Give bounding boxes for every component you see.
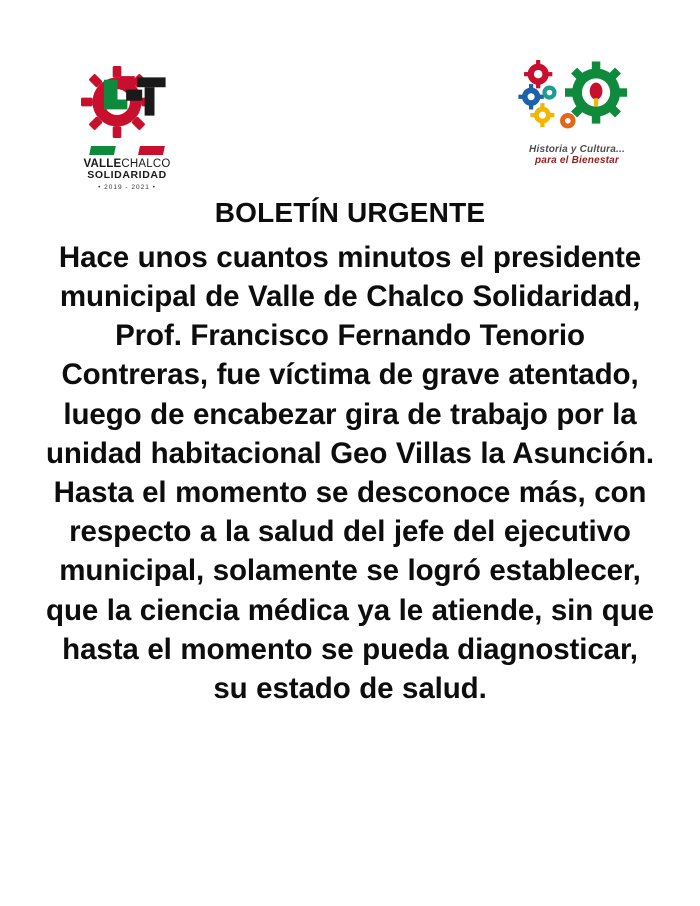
logo-row: [0, 58, 700, 198]
valle-chalco-years: • 2019 - 2021 •: [98, 183, 156, 191]
mexico-flag-bar-icon: [89, 146, 165, 155]
valle-chalco-emblem-icon: [81, 64, 173, 142]
valle-chalco-name-rest: CHALCO: [121, 158, 171, 170]
historia-cultura-logo: [502, 58, 652, 166]
bulletin-title: BOLETÍN URGENTE: [214, 197, 486, 228]
historia-cultura-tagline-1: Historia y Cultura...: [529, 144, 625, 155]
historia-cultura-tagline-2: para el Bienestar: [535, 155, 619, 166]
bulletin-block: [44, 196, 656, 708]
historia-y-cultura-emblem-icon: [517, 58, 637, 144]
bulletin-body: Hace unos cuantos minutos el presidente municipal de Valle de Chalco Solidaridad, Prof. Francisco Fernando Tenorio Contreras, fue víctima de grave atentado, luego de encabezar gira de trabajo por la unidad habitacional Geo Villas la Asunción. Hasta el momento se desconoce más, con respecto a la salud del jefe del ejecutivo municipal, solamente se logró establecer, que la ciencia médica ya le atiende, sin que hasta el momento se pueda diagnosticar, su estado de salud.: [46, 240, 654, 706]
valle-chalco-subtitle: SOLIDARIDAD: [87, 169, 167, 182]
valle-chalco-name-bold: VALLE: [83, 158, 122, 170]
valle-chalco-logo: [62, 64, 192, 191]
